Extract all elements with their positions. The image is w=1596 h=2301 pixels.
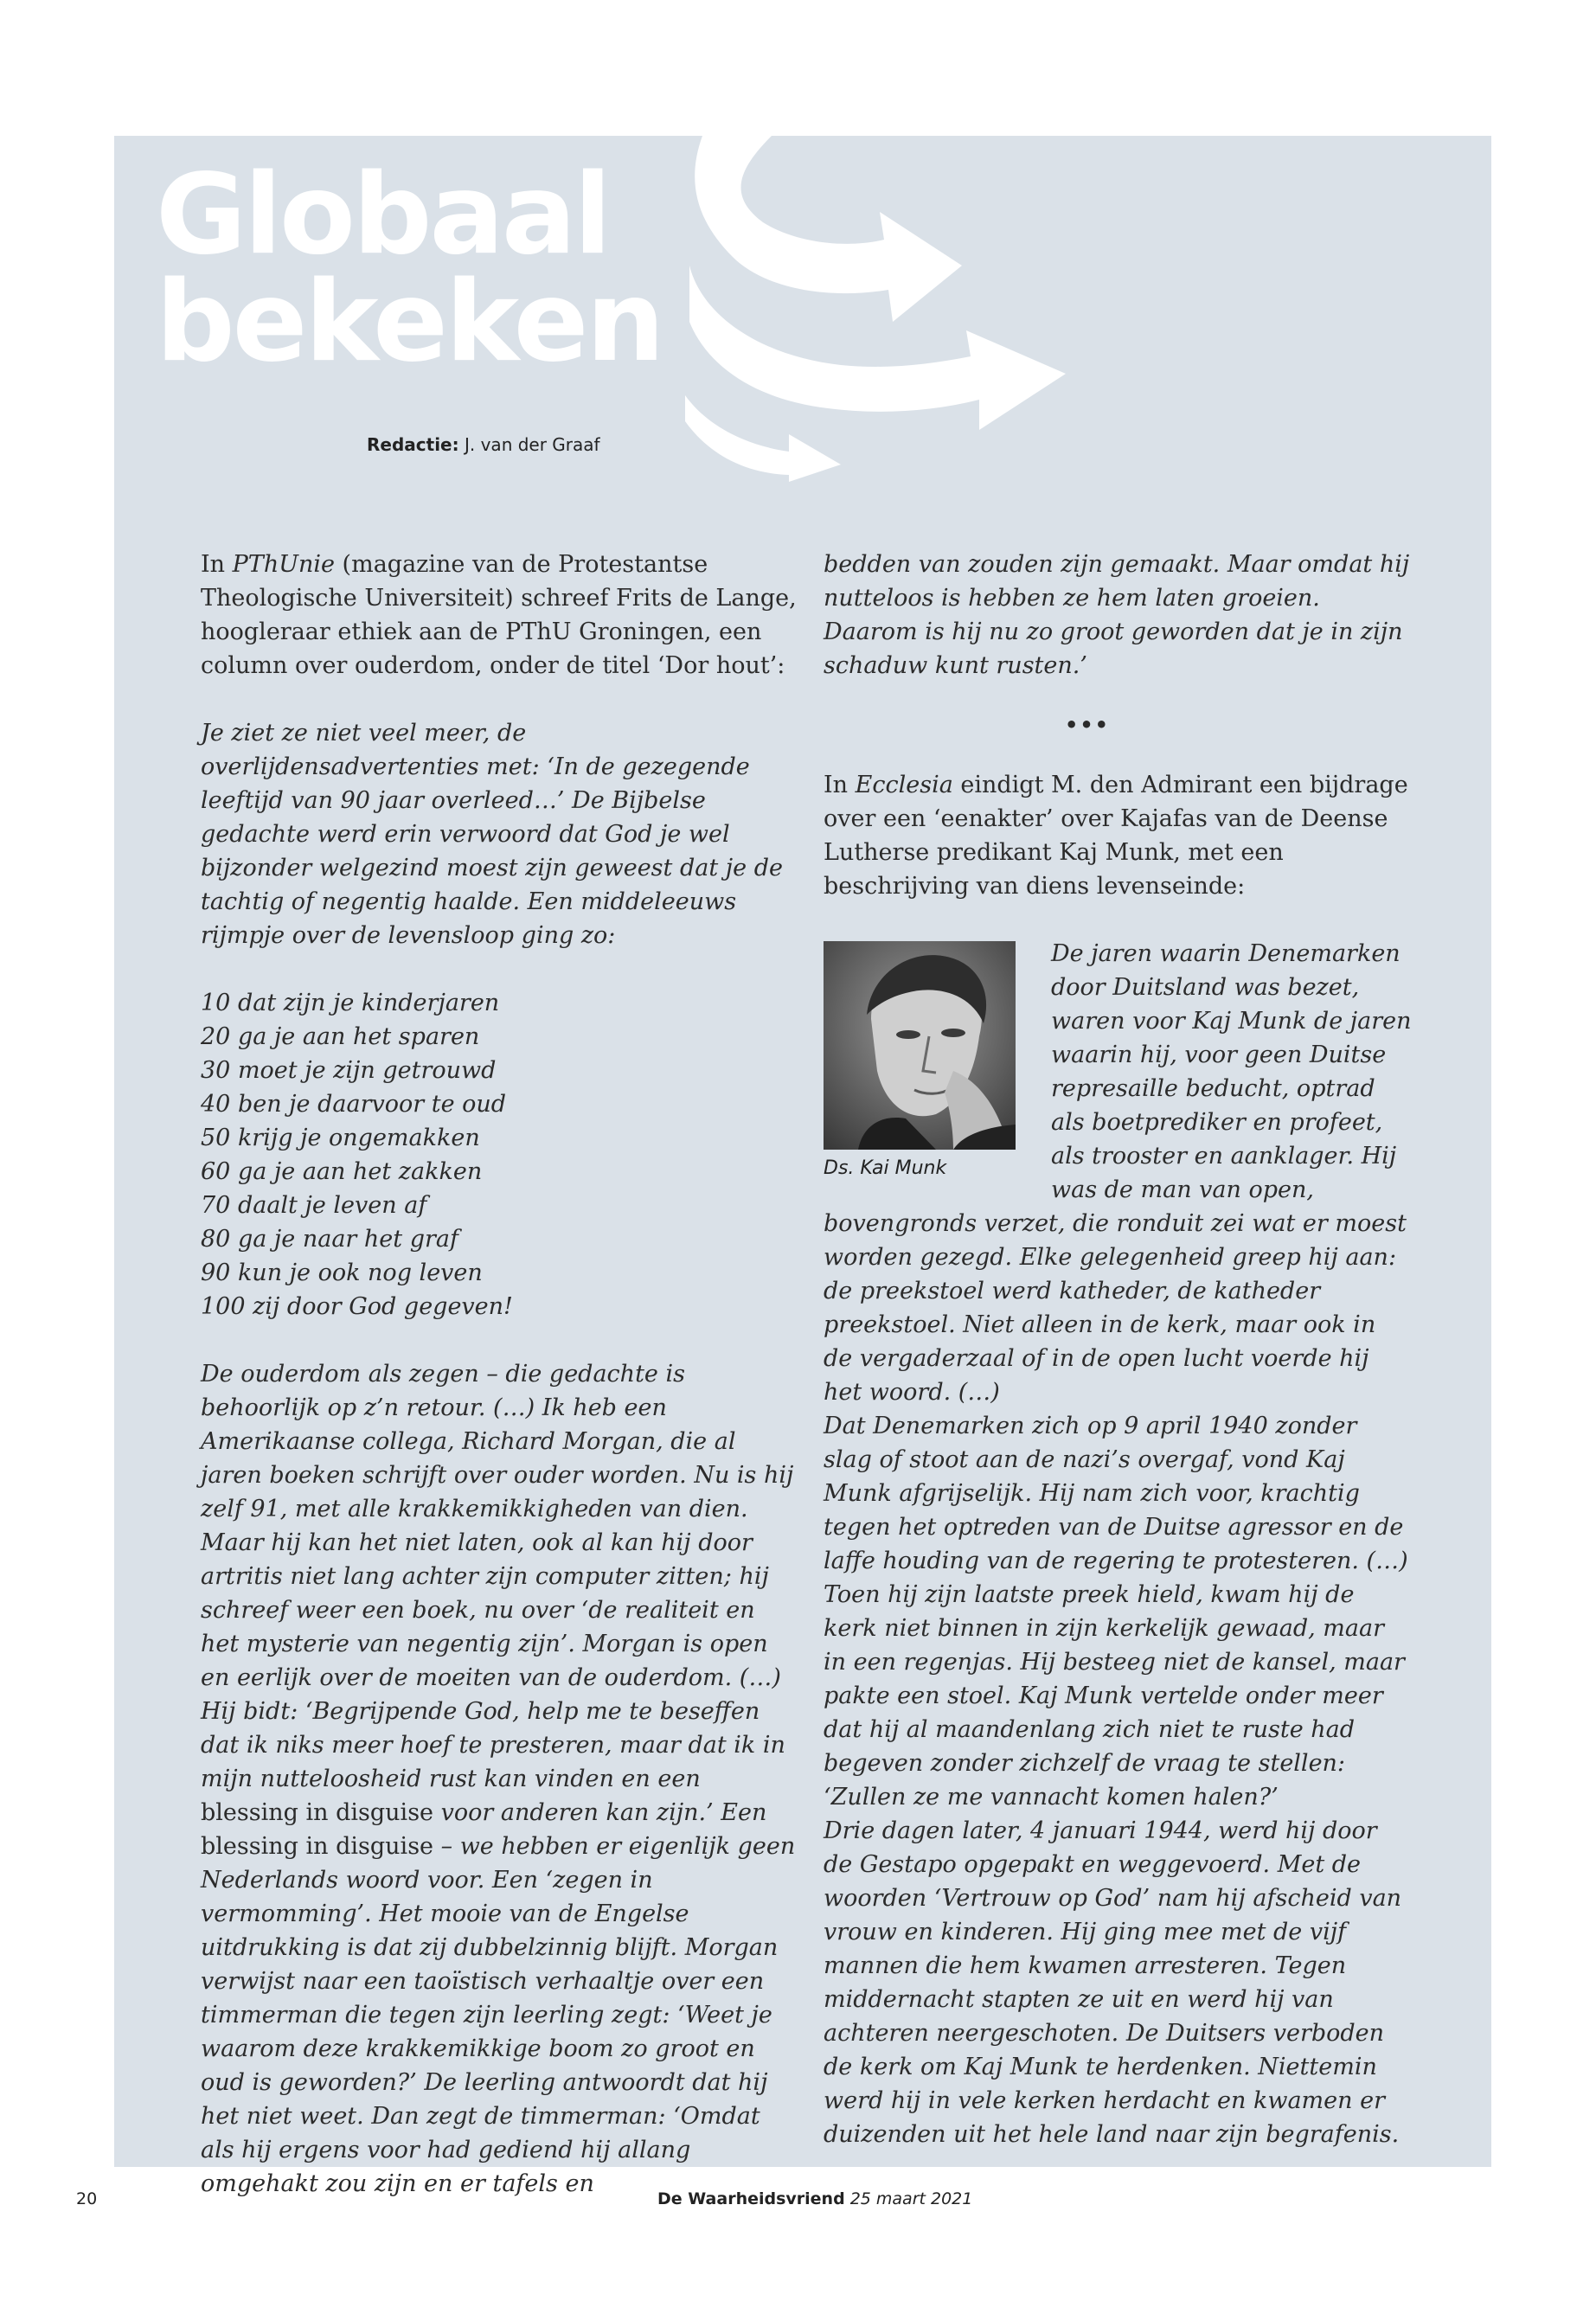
editor-label: Redactie: bbox=[367, 434, 459, 455]
publication-date: 25 maart 2021 bbox=[849, 2189, 973, 2208]
intro-text-right: eindigt M. den Admirant een bijdrage over een ‘eenakter’ over Kajafas van de Deense Lutherse predikant Kaj Munk, met een beschrijving van diens levenseinde: bbox=[824, 772, 1408, 900]
page-number: 20 bbox=[76, 2189, 98, 2208]
section-separator: ••• bbox=[1064, 713, 1111, 737]
editor-credit bbox=[367, 434, 600, 455]
title-line-1: Globaal bbox=[156, 151, 610, 279]
portrait-photo bbox=[824, 941, 1016, 1150]
english-phrase-2: blessing in disguise bbox=[201, 1833, 434, 1860]
poem-line: 40 ben je daarvoor te oud bbox=[201, 1091, 507, 1118]
munk-paragraph-3: Toen hij zijn laatste preek hield, kwam hij de kerk niet binnen in zijn kerkelijk gewaad, maar in een regenjas. Hij besteeg niet de kansel, maar pakte een stoel. Kaj Munk vertelde onder meer dat hij al maandenlang zich niet te ruste had begeven zonder zichzelf de vraag te stellen: ‘Zullen ze me vannacht komen halen?’ bbox=[824, 1581, 1405, 1811]
intro-text: (magazine van de Protestantse Theologische Universiteit) schreef Frits de Lange, hoogleraar ethiek aan de PThU Groningen, een column over ouderdom, onder de titel ‘Dor hout’: bbox=[201, 551, 797, 679]
poem-line: 70 daalt je leven af bbox=[201, 1192, 427, 1219]
poem-line: 50 krijg je ongemakken bbox=[201, 1125, 480, 1151]
english-phrase-1: blessing in disguise bbox=[201, 1799, 434, 1826]
page-title bbox=[156, 151, 663, 387]
poem-line: 100 zij door God gegeven! bbox=[201, 1293, 513, 1320]
quote-continuation: bedden van zouden zijn gemaakt. Maar omdat hij nutteloos is hebben ze hem laten groeien. Daarom is hij nu zo groot geworden dat je in zijn schaduw kunt rusten.’ bbox=[824, 551, 1410, 679]
magazine-name-right: Ecclesia bbox=[855, 772, 953, 798]
title-line-2: bekeken bbox=[156, 258, 663, 387]
quote-paragraph-1: Je ziet ze niet veel meer, de overlijdensadvertenties met: ‘In de gezegende leeftijd van 90 jaar overleed…’ De Bijbelse gedachte werd erin verwoord dat God je wel bijzonder welgezind moest zijn geweest dat je de tachtig of negentig haalde. Een middeleeuws rijmpje over de levensloop ging zo: bbox=[201, 720, 783, 949]
intro-pre: In bbox=[201, 551, 233, 578]
quote2-part-3: – we hebben er eigenlijk geen Nederlands woord voor. Een ‘zegen in vermomming’. Het mooie van de Engelse uitdrukking is dat zij dubbelzinnig blijft. Morgan verwijst naar een taoïstisch verhaaltje over een timmerman die tegen zijn leerling zegt: ‘Weet je waarom deze krakkemikkige boom zo groot en oud is geworden?’ De leerling antwoordt dat hij het niet weet. Dan zegt de timmerman: ‘Omdat als hij ergens voor had gediend hij allang omgehakt zou zijn en er tafels en bbox=[201, 1833, 796, 2197]
intro-pre-right: In bbox=[824, 772, 856, 798]
poem-line: 20 ga je aan het sparen bbox=[201, 1023, 480, 1050]
poem-line: 10 dat zijn je kinderjaren bbox=[201, 990, 500, 1016]
publication-name: De Waarheidsvriend bbox=[657, 2189, 845, 2208]
publication-info bbox=[657, 2189, 972, 2208]
poem-line: 30 moet je zijn getrouwd bbox=[201, 1057, 497, 1084]
poem-line: 60 ga je aan het zakken bbox=[201, 1158, 483, 1185]
quote2-part-1: De ouderdom als zegen – die gedachte is behoorlijk op z’n retour. (…) Ik heb een Amerikaanse collega, Richard Morgan, die al jaren boeken schrijft over ouder worden. Nu is hij zelf 91, met alle krakkemikkigheden van dien. Maar hij kan het niet laten, ook al kan hij door artritis niet lang achter zijn computer zitten; hij schreef weer een boek, nu over ‘de realiteit en het mysterie van negentig zijn’. Morgan is open en eerlijk over de moeiten van de ouderdom. (…) Hij bidt: ‘Begrijpende God, help me te beseffen dat ik niks meer hoef te presteren, maar dat ik in mijn nutteloosheid rust kan vinden en een bbox=[201, 1361, 794, 1792]
portrait-figure bbox=[824, 941, 1018, 1181]
intro-paragraph-right bbox=[824, 768, 1412, 903]
magazine-name: PThUnie bbox=[232, 551, 335, 578]
poem-line: 90 kun je ook nog leven bbox=[201, 1259, 483, 1286]
quote2-part-2: voor anderen kan zijn.’ Een bbox=[433, 1799, 767, 1826]
poem bbox=[201, 986, 798, 1324]
poem-line: 80 ga je naar het graf bbox=[201, 1226, 458, 1253]
munk-paragraph-1: De jaren waarin Denemarken door Duitsland was bezet, waren voor Kaj Munk de jaren waarin hij, voor geen Duitse represaille beducht, optrad als boetprediker en profeet, als trooster en aanklager. Hij was de man van open, bovengronds verzet, die ronduit zei wat er moest worden gezegd. Elke gelegenheid greep hij aan: de preekstoel werd katheder, de katheder preekstoel. Niet alleen in de kerk, maar ook in de vergaderzaal of in de open lucht voerde hij het woord. (…) bbox=[824, 940, 1412, 1406]
quote-paragraph-2 bbox=[201, 1357, 798, 2201]
munk-paragraph-4: Drie dagen later, 4 januari 1944, werd hij door de Gestapo opgepakt en weggevoerd. Met de woorden ‘Vertrouw op God’ nam hij afscheid van vrouw en kinderen. Hij ging mee met de vijf mannen die hem kwamen arresteren. Tegen middernacht stapten ze uit en werd hij van achteren neergeschoten. De Duitsers verboden de kerk om Kaj Munk te herdenken. Niettemin werd hij in vele kerken herdacht en kwamen er duizenden uit het hele land naar zijn begrafenis. bbox=[824, 1817, 1402, 2148]
munk-paragraph-2: Dat Denemarken zich op 9 april 1940 zonder slag of stoot aan de nazi’s overgaf, vond Kaj Munk afgrijselijk. Hij nam zich voor, krachtig tegen het optreden van de Duitse agressor en de laffe houding van de regering te protesteren. (…) bbox=[824, 1413, 1408, 1574]
editor-name: J. van der Graaf bbox=[464, 434, 600, 455]
intro-paragraph-left bbox=[201, 548, 798, 683]
left-column bbox=[201, 548, 798, 2201]
right-column bbox=[824, 548, 1412, 2151]
circular-arrows-icon bbox=[668, 136, 1083, 482]
photo-caption: Ds. Kai Munk bbox=[824, 1157, 947, 1179]
